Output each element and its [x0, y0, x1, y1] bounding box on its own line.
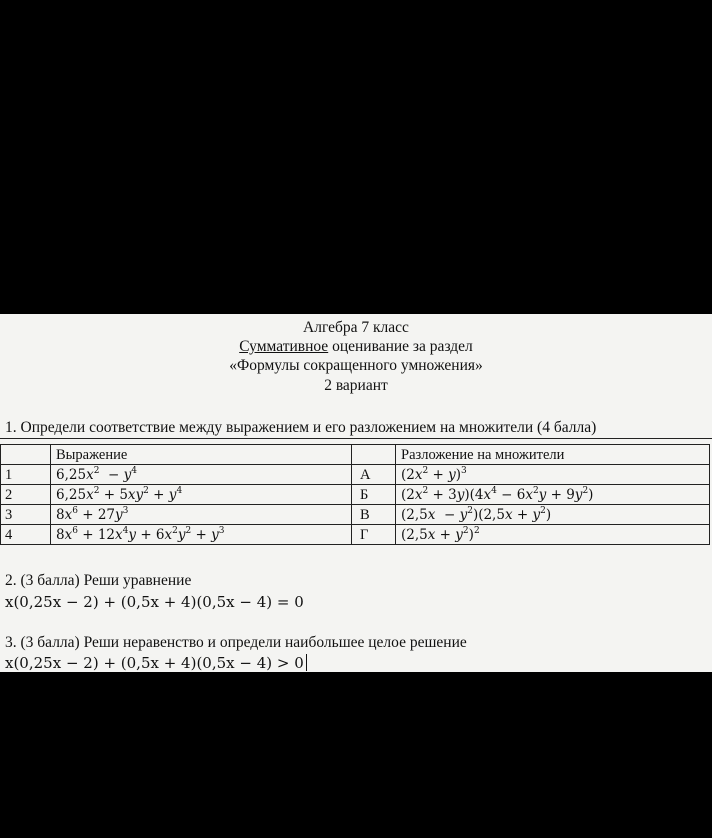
- assessment-title-underlined: Суммативное: [239, 338, 329, 355]
- task2-equation: x(0,25x − 2) + (0,5x + 4)(0,5x − 4) = 0: [5, 593, 304, 611]
- expression-cell: $6,25x^2 - y^4$: [51, 465, 352, 485]
- assessment-title: [0, 337, 712, 356]
- table-row: [1, 465, 710, 485]
- table-cell: [1, 445, 51, 465]
- document-page: [0, 314, 712, 672]
- row-number: 1: [1, 465, 51, 485]
- variant-label: 2 вариант: [324, 377, 388, 394]
- task3-title: 3. (3 балла) Реши неравенство и определи наибольшее целое решение: [5, 634, 467, 651]
- task3-inequality-line: [5, 654, 307, 672]
- table-row: [1, 525, 710, 545]
- task1-title: 1. Определи соответствие между выражением и его разложением на множители (4 балла): [5, 419, 597, 436]
- row-number: 2: [1, 485, 51, 505]
- column-header-factorization: Разложение на множители: [396, 445, 710, 465]
- row-letter: Б: [352, 485, 396, 505]
- task3-inequality: x(0,25x − 2) + (0,5x + 4)(0,5x − 4) > 0: [5, 654, 304, 672]
- table-cell: [352, 445, 396, 465]
- divider: [0, 438, 712, 439]
- expression-cell: $8x^6 + 12x^4y + 6x^2y^2 + y^3$: [51, 525, 352, 545]
- assessment-title-rest: оценивание за раздел: [328, 338, 473, 355]
- matching-table: [0, 444, 710, 545]
- factorization-cell: $(2x^2 + y)^3$: [396, 465, 710, 485]
- row-number: 3: [1, 505, 51, 525]
- table-header-row: [1, 445, 710, 465]
- factorization-cell: $(2,5x - y^2)(2,5x + y^2)$: [396, 505, 710, 525]
- column-header-expression: Выражение: [51, 445, 352, 465]
- factorization-cell: $(2x^2 + 3y)(4x^4 - 6x^2y + 9y^2)$: [396, 485, 710, 505]
- row-letter: В: [352, 505, 396, 525]
- expression-cell: $8x^6 + 27y^3$: [51, 505, 352, 525]
- row-letter: Г: [352, 525, 396, 545]
- factorization-cell: $(2,5x + y^2)^2$: [396, 525, 710, 545]
- section-title: «Формулы сокращенного умножения»: [229, 357, 483, 374]
- task2-title: 2. (3 балла) Реши уравнение: [5, 572, 192, 589]
- subject-title: Алгебра 7 класс: [303, 319, 409, 336]
- table-row: [1, 505, 710, 525]
- expression-cell: $6,25x^2 + 5xy^2 + y^4$: [51, 485, 352, 505]
- text-cursor: [306, 654, 307, 671]
- row-number: 4: [1, 525, 51, 545]
- table-row: [1, 485, 710, 505]
- row-letter: А: [352, 465, 396, 485]
